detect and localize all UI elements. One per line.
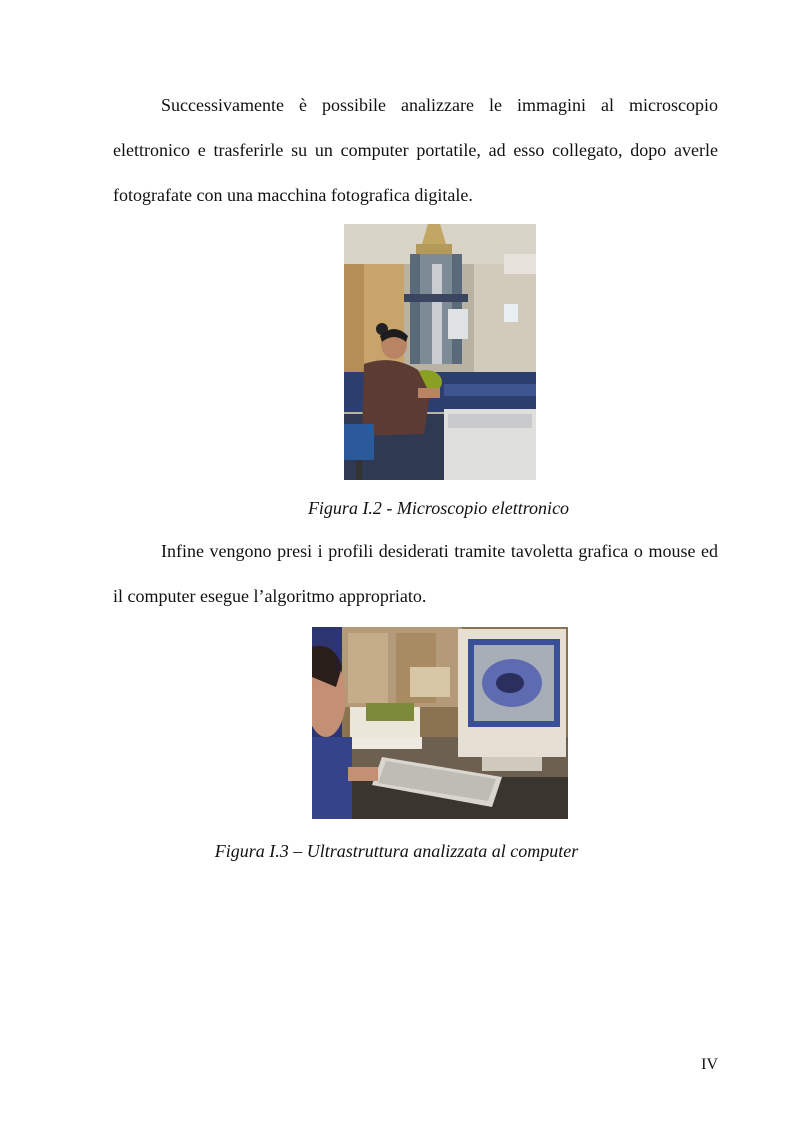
- figure-caption: Figura I.2 - Microscopio elettronico: [307, 498, 570, 518]
- figure-caption: Figura I.3 – Ultrastruttura analizzata al computer: [214, 841, 579, 861]
- electron-microscope-photo: [344, 224, 536, 480]
- computer-analysis-photo: [312, 627, 568, 819]
- paragraph-intro: [113, 83, 718, 218]
- paragraph-intro-text: Successivamente è possibile analizzare le immagini al microscopio elettronico e trasferirle su un computer portatile, ad esso collegato, dopo averle fotografate con una macchina fotografica digitale.: [113, 95, 718, 205]
- paragraph-profiles-text: Infine vengono presi i profili desiderati tramite tavoletta grafica o mouse ed il computer esegue l’algoritmo appropriato.: [113, 541, 718, 606]
- page-number: IV: [701, 1056, 718, 1073]
- paragraph-profiles: [113, 529, 718, 619]
